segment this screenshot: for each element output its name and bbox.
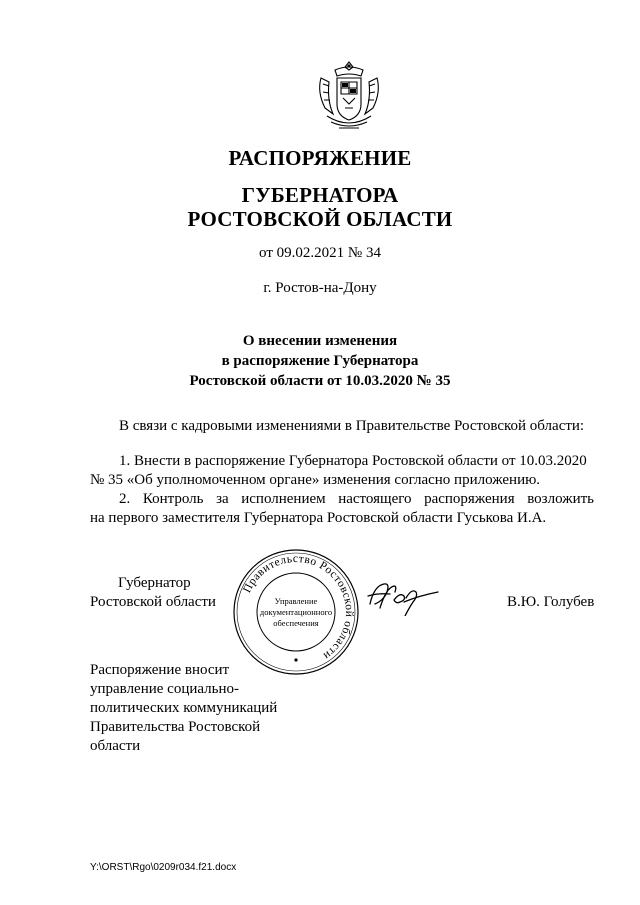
submitter-line2: управление социально- [90, 681, 240, 697]
item1-line2: № 35 «Об уполномоченном органе» изменения согласно приложению. [90, 472, 541, 488]
submitter-line5: области [90, 738, 141, 754]
item2-line1: 2. Контроль за исполнением настоящего распоряжения возложить [119, 491, 594, 507]
signer-name: В.Ю. Голубев [507, 594, 595, 610]
subject-line1: О внесении изменения [242, 333, 398, 349]
document-date-number: от 09.02.2021 № 34 [259, 245, 381, 261]
submitter-line3: политических коммуникаций [90, 700, 278, 716]
handwritten-signature [364, 574, 446, 616]
document-city: г. Ростов-на-Дону [263, 280, 377, 296]
item1-line1: 1. Внести в распоряжение Губернатора Ростовской области от 10.03.2020 [119, 453, 587, 469]
seal-inner-line1: Управление [274, 596, 318, 606]
authority-title-line2: РОСТОВСКОЙ ОБЛАСТИ [187, 207, 453, 231]
seal-ring-text: Правительство Ростовской области [241, 552, 356, 662]
signer-position-line2: Ростовской области [90, 594, 216, 610]
submitter-line1: Распоряжение вносит [90, 662, 230, 678]
item2-line2: на первого заместителя Губернатора Ростовской области Гуськова И.А. [90, 510, 547, 526]
subject-line2: в распоряжение Губернатора [221, 353, 419, 369]
file-path-footer: Y:\ORST\Rgo\0209r034.f21.docx [90, 862, 237, 873]
document-type-title: РАСПОРЯЖЕНИЕ [228, 146, 412, 170]
seal-inner-line3: обеспечения [273, 618, 319, 628]
intro-paragraph: В связи с кадровыми изменениями в Правительстве Ростовской области: [119, 418, 585, 434]
signer-position-line1: Губернатор [118, 575, 191, 591]
official-seal-icon [232, 548, 360, 676]
seal-inner-line2: документационного [259, 607, 333, 617]
authority-title-line1: ГУБЕРНАТОРА [241, 183, 399, 207]
subject-line3: Ростовской области от 10.03.2020 № 35 [189, 373, 451, 389]
submitter-line4: Правительства Ростовской [90, 719, 261, 735]
coat-of-arms-icon [311, 58, 387, 134]
